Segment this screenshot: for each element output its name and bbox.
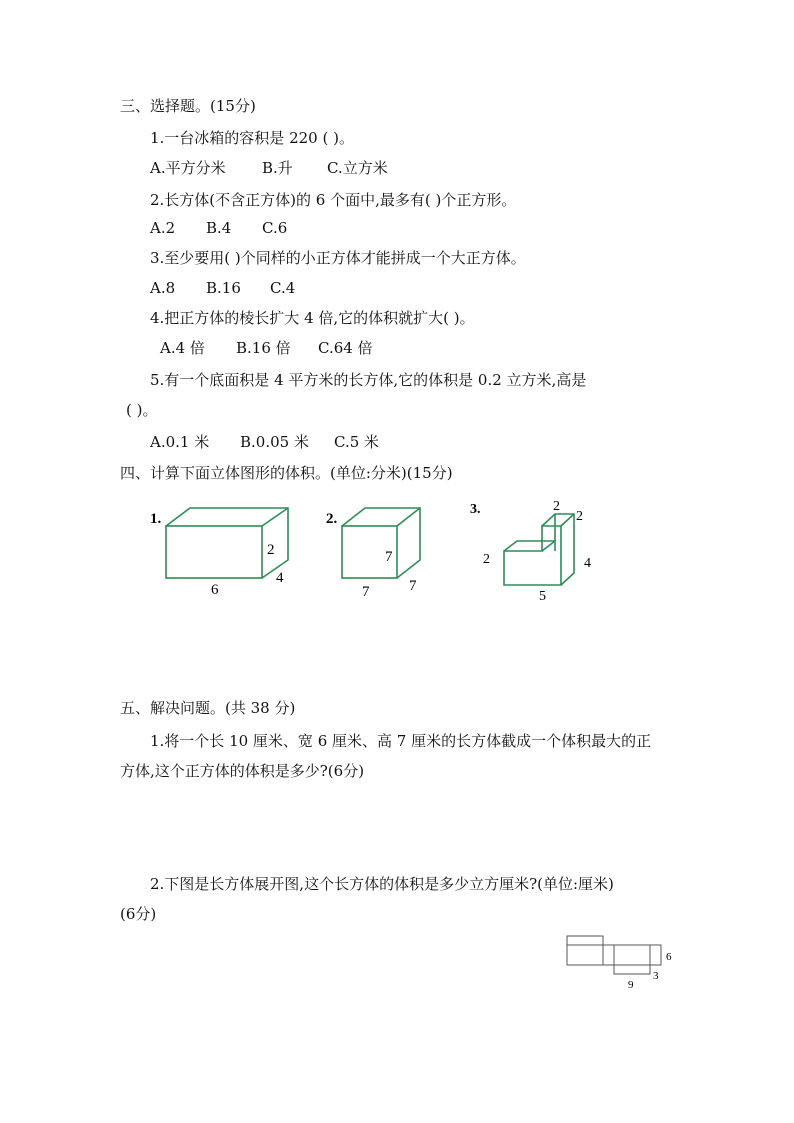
net-width-label: 3 [653, 970, 659, 982]
question-2-stem: 2.长方体(不含正方体)的 6 个面中,最多有( )个正方形。 [150, 191, 517, 209]
net-face-1 [567, 945, 603, 965]
problem-1-line-2: 方体,这个正方体的体积是多少?(6分) [120, 762, 365, 780]
figure-3-label: 3. [470, 502, 481, 517]
figure-3-step-height-label: 2 [483, 552, 490, 567]
net-bottom-flap [614, 965, 650, 974]
question-2-option-a: A.2 [150, 219, 176, 237]
question-1-stem: 1.一台冰箱的容积是 220 ( )。 [150, 129, 354, 147]
question-3-option-b: B.16 [206, 279, 241, 297]
figure-3-top-depth-label: 2 [576, 509, 583, 524]
net-top-flap [567, 936, 603, 945]
question-2-option-c: C.6 [262, 219, 288, 237]
problem-2-line-1: 2.下图是长方体展开图,这个长方体的体积是多少立方厘米?(单位:厘米) [150, 875, 614, 893]
question-1-option-c: C.立方米 [327, 159, 388, 177]
figure-3-height-label: 4 [584, 556, 591, 571]
section3-heading: 三、选择题。(15分) [120, 97, 256, 115]
figure-1-front-face [166, 526, 262, 578]
net-face-4 [650, 945, 661, 965]
question-1-option-a: A.平方分米 [150, 159, 226, 177]
question-5-option-c: C.5 米 [334, 433, 380, 451]
figure-3-front-face [504, 526, 561, 585]
figure-2-cube [342, 508, 420, 578]
figure-1-length-label: 6 [211, 582, 219, 598]
net-length-label: 9 [628, 979, 634, 991]
question-1-option-b: B.升 [262, 159, 293, 177]
question-4-stem: 4.把正方体的棱长扩大 4 倍,它的体积就扩大( )。 [150, 309, 475, 327]
figure-1-label: 1. [150, 511, 162, 527]
problem-2-line-2: (6分) [120, 905, 157, 923]
figure-2-width-label: 7 [362, 584, 370, 600]
figure-1-height-label: 2 [267, 542, 275, 558]
question-4-option-a: A.4 倍 [160, 339, 205, 357]
figure-2-height-label: 7 [385, 549, 393, 565]
question-4-option-c: C.64 倍 [318, 339, 373, 357]
figure-2-label: 2. [326, 511, 338, 527]
question-2-option-b: B.4 [206, 219, 232, 237]
question-3-stem: 3.至少要用( )个同样的小正方体才能拼成一个大正方体。 [150, 249, 526, 267]
net-face-3 [614, 945, 650, 965]
figure-3-upper-corner-edge [561, 514, 574, 526]
section4-heading: 四、计算下面立体图形的体积。(单位:分米)(15分) [120, 464, 453, 482]
figure-2-top-right-edge [397, 508, 420, 526]
question-5-option-b: B.0.05 米 [240, 433, 309, 451]
section5-heading: 五、解决问题。(共 38 分) [120, 699, 296, 717]
question-5-stem: 5.有一个底面积是 4 平方米的长方体,它的体积是 0.2 立方米,高是 [150, 371, 587, 389]
net-face-2 [603, 945, 614, 965]
question-4-option-b: B.16 倍 [236, 339, 291, 357]
figure-2-back-edges [342, 508, 420, 578]
question-3-option-c: C.4 [270, 279, 296, 297]
problem-1-line-1: 1.将一个长 10 厘米、宽 6 厘米、高 7 厘米的长方体截成一个体积最大的正 [150, 732, 652, 750]
figure-3-top-width-label: 2 [553, 499, 560, 514]
question-3-option-a: A.8 [150, 279, 176, 297]
figure-2-depth-label: 7 [409, 578, 417, 594]
figure-3-l-solid [504, 514, 574, 585]
net-height-label: 6 [666, 951, 672, 963]
figure-3-upper-back [542, 514, 574, 585]
figure-3-step-edge [542, 541, 555, 551]
cuboid-net [567, 936, 661, 974]
figure-1-width-label: 4 [276, 570, 284, 586]
figure-3-length-label: 5 [539, 589, 546, 604]
question-5-stem-continued: ( )。 [126, 401, 158, 419]
figure-1-top-right-edge [262, 508, 288, 526]
question-5-option-a: A.0.1 米 [150, 433, 210, 451]
